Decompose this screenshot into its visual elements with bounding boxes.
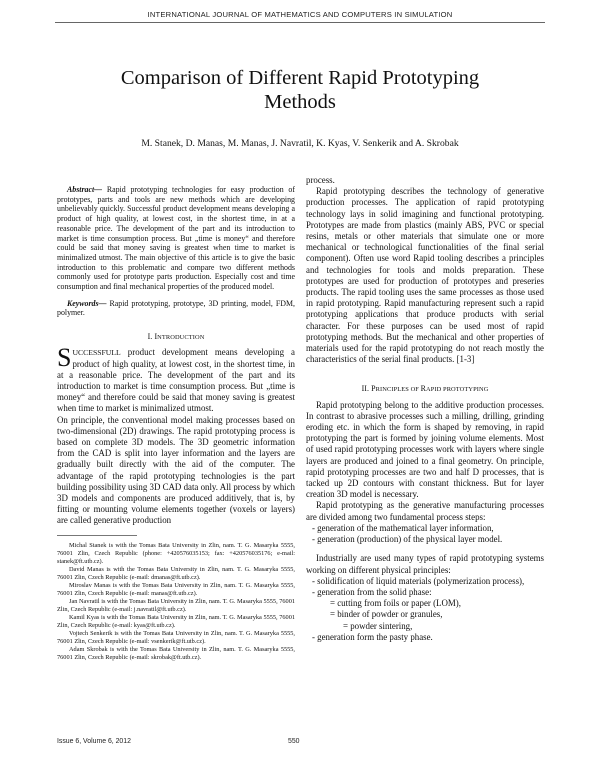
section-heading-principles: II. PRINCIPLES OF RAPID PROTOTYPING (361, 384, 489, 394)
right-paragraph-2: Rapid prototyping belong to the additive production processes. In contrast to abrasive processes such a milling, drilling, grinding eroding etc. in which the form is shaped by removing, in rapid prototyping the part is formed by joining volume elements. Most of used rapid prototyping processes work with layers where single layers are produced and joined to a final geometry. On principle, rapid prototyping processes are two and half D processes, that is tacked up 2D contours with constant thickness. But for layer creation 3D model is necessary. (306, 399, 544, 500)
intro-paragraph-2: On principle, the conventional model making processes based on two-dimensional (2D) drawings. The rapid prototyping process is based on complete 3D models. The 3D geometric information from the CAD is split into layer information and the layers are gradually built directly with the aid of the computer. The advantage of the rapid prototyping technologies is the part building possibility using 3D CAD data only. All process by which 3D models and components are produced additively, that is, by fitting or mounting volume elements together (voxels or layers) are called generative production (57, 414, 295, 526)
physical-principles-list (306, 576, 544, 643)
footnotes (57, 542, 295, 663)
title-line-1: Comparison of Different Rapid Prototyping (120, 67, 480, 89)
paper-title (55, 66, 545, 114)
keywords-label: Keywords— (67, 298, 107, 308)
abstract (57, 185, 295, 292)
footnote: Jan Navratil is with the Tomas Bata University in Zlin, nam. T. G. Masaryka 5555, 76001 Zlin, Czech Republic (e-mail: j.navratil@ft.utb.cz). (57, 597, 295, 613)
footnote: Adam Skrobak is with the Tomas Bata University in Zlin, nam. T. G. Masaryka 5555, 76001 Zlin, Czech Republic (e-mail: skrobak@ft.utb.cz). (57, 646, 295, 662)
keywords-text: Rapid prototyping, prototype, 3D printing, model, FDM, polymer. (57, 298, 295, 318)
left-column (57, 175, 295, 662)
list-item: = binder of powder or granules, (330, 609, 443, 620)
journal-header: INTERNATIONAL JOURNAL OF MATHEMATICS AND COMPUTERS IN SIMULATION (147, 10, 453, 19)
list-item: = cutting from foils or paper (LOM), (330, 598, 461, 609)
header-rule (55, 22, 545, 23)
list-item: - solidification of liquid materials (polymerization process), (312, 575, 525, 586)
intro-paragraph-1: SUCCESSFULL product development means developing a product of high quality, at lowest cost, in the shortest time, in at a reasonable price. The development of the part and its introduction to market is time consumption process. But „time is money“ and therefore could be said that money saving is greatest when time to market is minimalized utmost. (57, 343, 295, 414)
footnote: Kamil Kyas is with the Tomas Bata University in Zlin, nam. T. G. Masaryka 5555, 76001 Zlin, Czech Republic (e-mail: kyas@ft.utb.cz). (57, 614, 295, 630)
right-paragraph-3: Rapid prototyping as the generative manufacturing processes are divided among two fundamental process steps: (306, 500, 544, 522)
footnote: Miroslav Manas is with the Tomas Bata University in Zlin, nam. T. G. Masaryka 5555, 76001 Zlin, Czech Republic (e-mail: manas@ft.utb.cz). (57, 581, 295, 597)
footnote: Michal Stanek is with the Tomas Bata University in Zlin, nam. T. G. Masaryka 5555, 76001 Zlin, Czech Republic (phone: +420576035153; fax: +420576035176; e-mail: stanek@ft.utb.cz). (57, 541, 295, 565)
author-list: M. Stanek, D. Manas, M. Manas, J. Navratil, K. Kyas, V. Senkerik and A. Skrobak (141, 138, 459, 149)
list-item: - generation from the solid phase: (312, 586, 432, 597)
list-item: = powder sintering, (343, 620, 413, 631)
list-item: - generation of the mathematical layer information, (312, 522, 494, 533)
drop-cap: S (57, 343, 72, 373)
right-paragraph-0: process. (306, 175, 335, 185)
footnote: David Manas is with the Tomas Bata University in Zlin, nam. T. G. Masaryka 5555, 76001 Zlin, Czech Republic (e-mail: dmanas@ft.utb.cz). (57, 565, 295, 581)
right-paragraph-4: Industrially are used many types of rapid prototyping systems working on different physical principles: (306, 553, 544, 575)
footer-issue: Issue 6, Volume 6, 2012 (57, 738, 131, 745)
section-heading-introduction: I. INTRODUCTION (147, 332, 205, 342)
intro-first-word: UCCESSFULL (72, 348, 121, 358)
abstract-label: Abstract— (67, 185, 103, 194)
process-steps-list (306, 523, 544, 545)
title-line-2: Methods (264, 91, 336, 113)
abstract-text: Rapid prototyping technologies for easy production of prototypes, parts and tools are new methods which are developing unbelievably quickly. Successful product development means developing a product of high quality, at lowest cost, in the shortest time, in at a reasonable price. The development of the part and its introduction to market is time consumption process. But „time is money“ and therefore could be said that money saving is greatest when time to market is minimalized utmost. The main objective of this article is to give the basic introduction to this problematic and compare two different methods commonly used for prototype parts production. Especially cost and time consumption and final mechanical properties of the produced model. (57, 185, 295, 292)
footnote-rule (57, 535, 137, 536)
right-paragraph-1: Rapid prototyping describes the technology of generative production processes. The application of rapid prototyping technology lays in solid imagining and functional prototyping. Prototypes are made from plastics (mainly ABS, PVC or special resins, metals or other materials that simulate one or more mechanical or technological functionalities of the final serial component). Often use word Rapid tooling describes a principles and technologies for tools and molds preparation. These prototypes are used for production of prototypes and preseries products. The rapid tooling uses the same processes as those used in rapid prototyping. Rapid manufacturing represent such a rapid prototyping applications that produce products with serial character. For these purposes can be used most of rapid prototyping methods. But the mechanical and other properties of materials used for the rapid prototyping do not reach mostly the characteristics of the serial final products. [1-3] (306, 186, 544, 365)
list-item: - generation form the pasty phase. (312, 631, 433, 642)
footnote: Vojtech Senkerik is with the Tomas Bata University in Zlin, nam. T. G. Masaryka 5555, 76001 Zlin, Czech Republic (e-mail: vsenkerik@ft.utb.cz). (57, 630, 295, 646)
footer-page-number: 550 (288, 738, 300, 745)
list-item: - generation (production) of the physical layer model. (312, 534, 503, 545)
right-column (306, 175, 544, 643)
keywords (57, 299, 295, 318)
